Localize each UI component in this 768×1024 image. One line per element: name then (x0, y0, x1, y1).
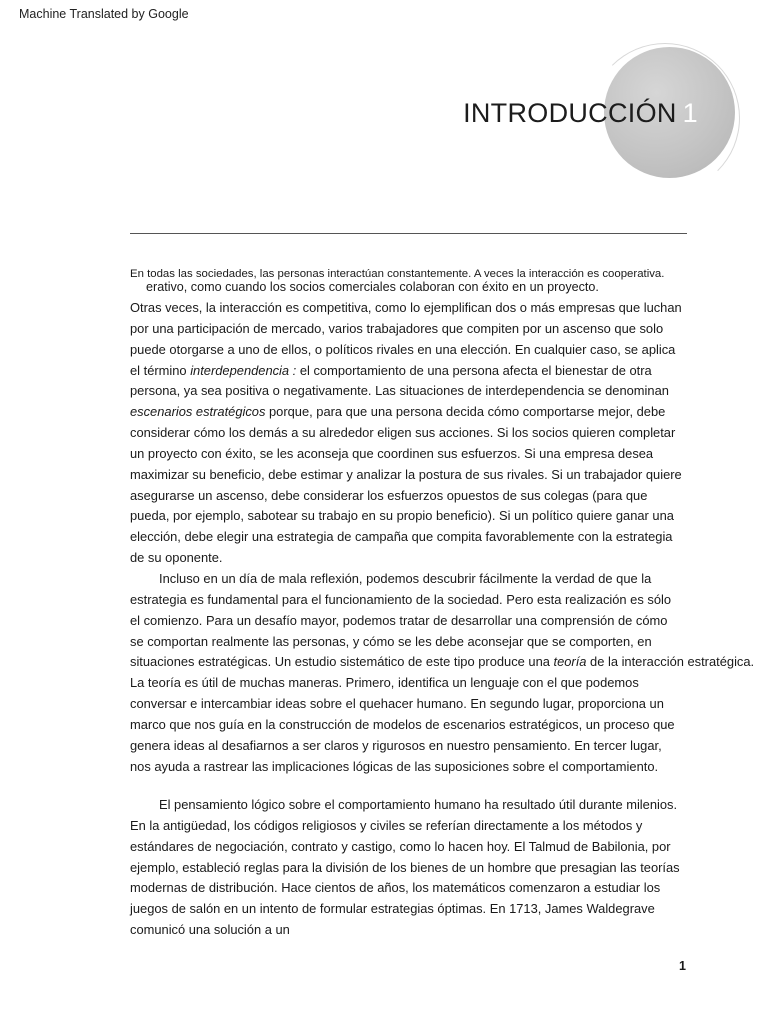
text-line: juegos de salón en un intento de formular estrategias óptimas. En 1713, James Waldegrave (130, 901, 655, 917)
text-line: comunicó una solución a un (130, 922, 290, 938)
text-line: marco que nos guía en la construcción de modelos de escenarios estratégicos, un proceso que (130, 716, 675, 732)
text-line: Otras veces, la interacción es competitiva, como lo ejemplifican dos o más empresas que luchan (130, 300, 682, 315)
text-line: modernas de distribución. Hace cientos de años, los matemáticos comenzaron a estudiar los (130, 880, 661, 896)
text-line: pueda, por ejemplo, sabotear su trabajo en su propio beneficio). Si un político quiere ganar una (130, 508, 674, 524)
text-run: situaciones estratégicas. Un estudio sistemático de este tipo produce una (130, 654, 554, 670)
text-run: el comportamiento de una persona afecta el bienestar de otra (296, 362, 652, 378)
text-line: de su oponente. (130, 550, 223, 566)
paragraph-history (130, 795, 768, 941)
chapter-heading (463, 98, 698, 129)
translation-banner: Machine Translated by Google (19, 7, 189, 21)
intro-line-1: En todas las sociedades, las personas interactúan constantemente. A veces la interacción es cooperativa. (130, 268, 665, 280)
text-line: puede otorgarse a uno de ellos, o políticos rivales en una elección. En cualquier caso, se aplica (130, 341, 676, 357)
text-line (130, 402, 768, 423)
chapter-title: INTRODUCCIÓN (463, 98, 677, 128)
text-line: ejemplo, estableció reglas para la división de los bienes de un hombre que presagian las teorías (130, 859, 680, 875)
intro-line-2: erativo, como cuando los socios comerciales colaboran con éxito en un proyecto. (146, 280, 599, 294)
text-line: En la antigüedad, los códigos religiosos y civiles se referían directamente a los métodos y (130, 817, 643, 833)
text-line: estándares de negociación, contrato y castigo, como lo hacen hoy. El Talmud de Babilonia, por (130, 838, 671, 854)
chapter-number: 1 (682, 98, 698, 128)
chapter-divider (130, 233, 687, 234)
text-line: considerar cómo los demás a su alrededor eligen sus acciones. Si los socios quieren completar (130, 425, 676, 441)
text-line: se comportan realmente las personas, y cómo se les debe aconsejar que se comporten, en (130, 633, 652, 649)
text-line: un proyecto con éxito, se les aconseja que coordinen sus esfuerzos. Si una empresa desea (130, 445, 654, 461)
text-run: de la interacción estratégica. (586, 654, 755, 670)
text-run: el término (130, 362, 191, 378)
text-line: genera ideas al desafiarnos a ser claros y rigurosos en nuestro pensamiento. En tercer lugar, (130, 737, 662, 753)
text-line: persona, ya sea positiva o negativamente. Las situaciones de interdependencia se denominan (130, 383, 669, 399)
text-line: maximizar su beneficio, debe estimar y analizar la postura de sus rivales. Si un trabajador quiere (130, 466, 682, 482)
paragraph-interdependence (130, 298, 768, 777)
text-line: El pensamiento lógico sobre el comportamiento humano ha resultado útil durante milenios. (159, 797, 678, 812)
text-run: porque, para que una persona decida cómo comportarse mejor, debe (265, 404, 666, 420)
page-number: 1 (679, 959, 686, 973)
term-interdependencia: interdependencia : (190, 362, 297, 378)
text-line: el comienzo. Para un desafío mayor, podemos tratar de desarrollar una comprensión de cómo (130, 612, 668, 628)
text-line: Incluso en un día de mala reflexión, podemos descubrir fácilmente la verdad de que la (159, 570, 652, 586)
text-line: nos ayuda a rastrear las implicaciones lógicas de las suposiciones sobre el comportamiento. (130, 758, 659, 774)
text-line: elección, debe elegir una estrategia de campaña que compita favorablemente con la estrategia (130, 529, 673, 545)
term-teoria: teoría (553, 654, 587, 670)
text-line: asegurarse un ascenso, debe considerar los esfuerzos opuestos de sus colegas (para que (130, 487, 648, 503)
text-line: por una participación de mercado, varios trabajadores que compiten por un ascenso que solo (130, 320, 664, 336)
text-line (130, 361, 768, 382)
text-line: conversar e intercambiar ideas sobre el quehacer humano. En segundo lugar, proporciona un (130, 696, 664, 712)
text-line: La teoría es útil de muchas maneras. Primero, identifica un lenguaje con el que podemos (130, 675, 639, 691)
text-line (130, 652, 768, 673)
text-line: estrategia es fundamental para el funcionamiento de la sociedad. Pero esta realización es sólo (130, 591, 672, 607)
term-escenarios-estrategicos: escenarios estratégicos (130, 404, 266, 420)
